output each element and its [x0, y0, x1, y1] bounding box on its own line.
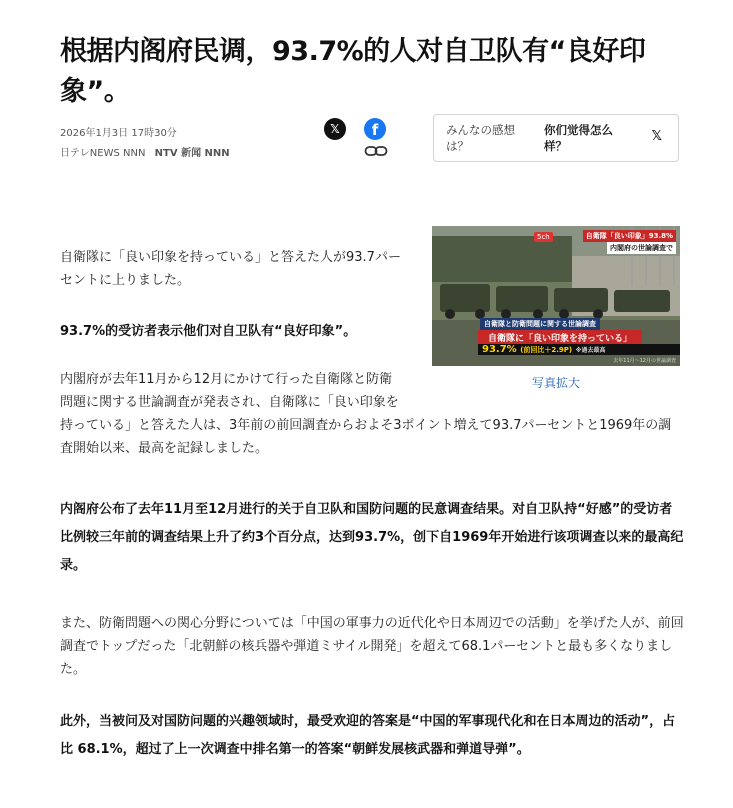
article-source-ja[interactable]: 日テレNEWS NNN	[60, 148, 146, 159]
photo-subtitle: 内閣府の世論調査で	[607, 242, 676, 254]
feedback-box[interactable]	[433, 114, 679, 162]
copy-link-icon[interactable]	[364, 144, 388, 158]
share-x-button[interactable]: 𝕏	[324, 118, 346, 140]
photo-figure-note: (前回比＋2.9P)	[520, 346, 573, 354]
paragraph-ja-3: また、防衛問題への関心分野については「中国の軍事力の近代化や日本周辺での活動」を挙げた人が、前回調査でトップだった「北朝鮮の核兵器や弾道ミサイル開発」を超えて68.1パーセントと最も多くなりました。	[60, 616, 684, 677]
photo-headline: 自衛隊と防衛問題に関する世論調査	[480, 318, 600, 330]
share-facebook-button[interactable]: f	[364, 118, 386, 140]
photo-enlarge-link[interactable]: 写真拡大	[531, 376, 580, 390]
article-title: 根据内阁府民调，93.7%的人对自卫队有“良好印象”。	[60, 36, 646, 108]
paragraph-ja-2-wrap	[60, 368, 684, 460]
feedback-question-zh: 你们觉得怎么样？	[544, 123, 613, 153]
paragraph-ja-2: 内閣府が去年11月から12月にかけて行った自衛隊と防衛問題に関する世論調査が発表され、自衛隊に「良い印象を持っている」と答えた人は、3年前の前回調査からおよそ3ポイント増えて93.7パーセントと1969年の調査開始以来、最高を記録しました。	[60, 372, 672, 456]
photo-corner-tag: 5ch	[534, 232, 553, 242]
article-photo[interactable]	[432, 226, 680, 366]
paragraph-zh-2: 内阁府公布了去年11月至12月进行的关于自卫队和国防问题的民意调查结果。对自卫队持“好感”的受访者比例较三年前的调查结果上升了约3个百分点，达到93.7%，创下自1969年开始进行该项调查以来的最高纪录。	[60, 502, 684, 573]
feedback-x-button[interactable]: 𝕏	[651, 129, 662, 144]
photo-figure: 93.7%	[482, 344, 517, 355]
paragraph-zh-1: 93.7%的受访者表示他们对自卫队有“良好印象”。	[60, 324, 357, 339]
article-meta	[60, 124, 230, 164]
photo-banner: 自衛隊に「良い印象を持っている」	[478, 330, 642, 345]
article-source-zh: NTV 新闻 NNN	[154, 148, 230, 159]
paragraph-ja-1: 自衛隊に「良い印象を持っている」と答えた人が93.7パーセントに上りました。	[60, 250, 401, 288]
feedback-question-ja: みんなの感想は？	[446, 123, 515, 153]
article-date: 2026年1月3日 17時30分	[60, 128, 177, 139]
photo-title-red: 自衛隊「良い印象」93.8%	[583, 230, 676, 242]
photo-note-small: ※過去最高	[575, 347, 606, 354]
photo-footer: 去年11月〜12月の世論調査	[613, 358, 676, 364]
paragraph-zh-3: 此外，当被问及对国防问题的兴趣领域时，最受欢迎的答案是“中国的军事现代化和在日本周边的活动”，占比 68.1%，超过了上一次调查中排名第一的答案“朝鲜发展核武器和弹道导弹”。	[60, 714, 676, 757]
